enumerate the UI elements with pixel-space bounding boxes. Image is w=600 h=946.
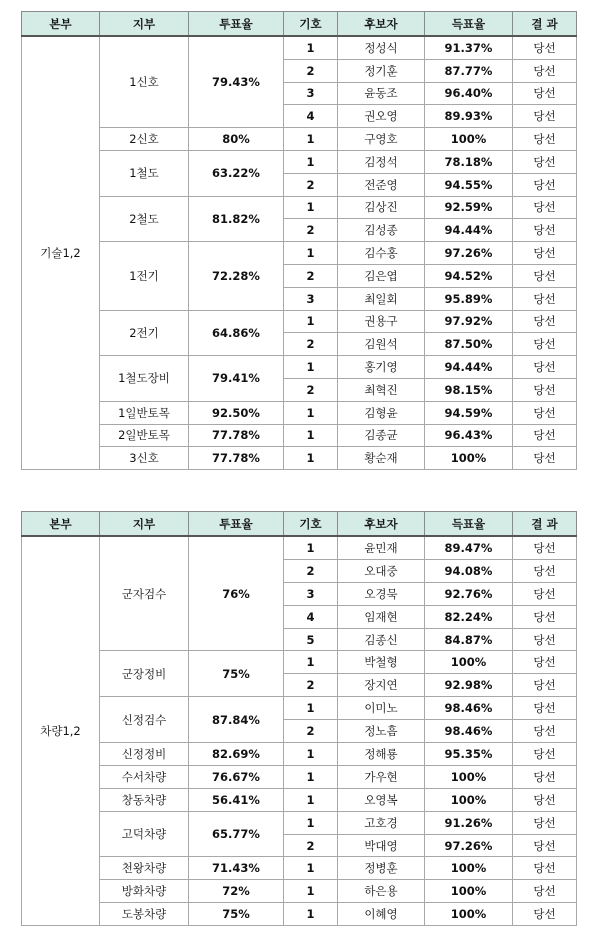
candidate-no-cell: 1 bbox=[284, 424, 338, 447]
table-row bbox=[22, 424, 577, 447]
candidate-no-cell: 1 bbox=[284, 788, 338, 811]
header-jibu: 지부 bbox=[100, 12, 189, 37]
candidate-name-cell: 가우현 bbox=[338, 765, 425, 788]
header-result: 결 과 bbox=[513, 12, 577, 37]
turnout-cell: 72% bbox=[189, 880, 284, 903]
candidate-no-cell: 1 bbox=[284, 811, 338, 834]
turnout-cell: 92.50% bbox=[189, 401, 284, 424]
candidate-name-cell: 정병훈 bbox=[338, 857, 425, 880]
candidate-no-cell: 1 bbox=[284, 310, 338, 333]
result-cell: 당선 bbox=[513, 36, 577, 59]
result-cell: 당선 bbox=[513, 333, 577, 356]
candidate-name-cell: 김상진 bbox=[338, 196, 425, 219]
turnout-cell: 82.69% bbox=[189, 743, 284, 766]
vote-share-cell: 91.37% bbox=[425, 36, 513, 59]
table-row bbox=[22, 196, 577, 219]
result-cell: 당선 bbox=[513, 605, 577, 628]
vote-share-cell: 100% bbox=[425, 447, 513, 470]
result-cell: 당선 bbox=[513, 310, 577, 333]
vote-share-cell: 87.50% bbox=[425, 333, 513, 356]
candidate-name-cell: 권용구 bbox=[338, 310, 425, 333]
vote-share-cell: 100% bbox=[425, 128, 513, 151]
candidate-name-cell: 구영호 bbox=[338, 128, 425, 151]
vote-share-cell: 100% bbox=[425, 765, 513, 788]
vote-share-cell: 92.59% bbox=[425, 196, 513, 219]
candidate-name-cell: 박철형 bbox=[338, 651, 425, 674]
header-turnout: 투표율 bbox=[189, 512, 284, 537]
result-cell: 당선 bbox=[513, 59, 577, 82]
bonbu-cell: 차량1,2 bbox=[22, 536, 100, 926]
jibu-cell: 1전기 bbox=[100, 242, 189, 310]
result-cell: 당선 bbox=[513, 242, 577, 265]
candidate-no-cell: 1 bbox=[284, 356, 338, 379]
candidate-name-cell: 김종신 bbox=[338, 628, 425, 651]
candidate-name-cell: 오대중 bbox=[338, 559, 425, 582]
candidate-no-cell: 2 bbox=[284, 219, 338, 242]
jibu-cell: 2일반토목 bbox=[100, 424, 189, 447]
vote-share-cell: 87.77% bbox=[425, 59, 513, 82]
header-candidate: 후보자 bbox=[338, 512, 425, 537]
header-no: 기호 bbox=[284, 12, 338, 37]
vote-share-cell: 82.24% bbox=[425, 605, 513, 628]
turnout-cell: 75% bbox=[189, 903, 284, 926]
header-vote-share: 득표율 bbox=[425, 512, 513, 537]
candidate-no-cell: 1 bbox=[284, 401, 338, 424]
candidate-no-cell: 1 bbox=[284, 857, 338, 880]
header-result: 결 과 bbox=[513, 512, 577, 537]
vote-share-cell: 97.26% bbox=[425, 242, 513, 265]
table-row bbox=[22, 880, 577, 903]
table-row bbox=[22, 765, 577, 788]
table-row bbox=[22, 857, 577, 880]
candidate-name-cell: 김종균 bbox=[338, 424, 425, 447]
candidate-name-cell: 최일회 bbox=[338, 287, 425, 310]
result-cell: 당선 bbox=[513, 674, 577, 697]
jibu-cell: 군장정비 bbox=[100, 651, 189, 697]
candidate-no-cell: 2 bbox=[284, 559, 338, 582]
candidate-name-cell: 김형윤 bbox=[338, 401, 425, 424]
candidate-name-cell: 장지연 bbox=[338, 674, 425, 697]
candidate-name-cell: 정해룡 bbox=[338, 743, 425, 766]
table-row bbox=[22, 447, 577, 470]
candidate-name-cell: 김은엽 bbox=[338, 264, 425, 287]
table-row bbox=[22, 310, 577, 333]
vote-share-cell: 92.98% bbox=[425, 674, 513, 697]
result-cell: 당선 bbox=[513, 424, 577, 447]
candidate-no-cell: 2 bbox=[284, 264, 338, 287]
turnout-cell: 63.22% bbox=[189, 150, 284, 196]
candidate-name-cell: 정기훈 bbox=[338, 59, 425, 82]
turnout-cell: 80% bbox=[189, 128, 284, 151]
table-row bbox=[22, 811, 577, 834]
vote-share-cell: 91.26% bbox=[425, 811, 513, 834]
table-row bbox=[22, 651, 577, 674]
turnout-cell: 76.67% bbox=[189, 765, 284, 788]
result-cell: 당선 bbox=[513, 628, 577, 651]
election-results-table-1 bbox=[21, 11, 577, 470]
jibu-cell: 3신호 bbox=[100, 447, 189, 470]
result-cell: 당선 bbox=[513, 880, 577, 903]
election-results-table-2 bbox=[21, 511, 577, 926]
turnout-cell: 77.78% bbox=[189, 424, 284, 447]
candidate-name-cell: 정노흠 bbox=[338, 720, 425, 743]
candidate-no-cell: 2 bbox=[284, 333, 338, 356]
turnout-cell: 81.82% bbox=[189, 196, 284, 242]
candidate-no-cell: 1 bbox=[284, 128, 338, 151]
candidate-name-cell: 박대영 bbox=[338, 834, 425, 857]
jibu-cell: 방화차량 bbox=[100, 880, 189, 903]
table-row bbox=[22, 356, 577, 379]
candidate-no-cell: 3 bbox=[284, 287, 338, 310]
vote-share-cell: 94.08% bbox=[425, 559, 513, 582]
jibu-cell: 신정검수 bbox=[100, 697, 189, 743]
jibu-cell: 도봉차량 bbox=[100, 903, 189, 926]
candidate-no-cell: 1 bbox=[284, 765, 338, 788]
vote-share-cell: 98.46% bbox=[425, 720, 513, 743]
jibu-cell: 1철도장비 bbox=[100, 356, 189, 402]
candidate-no-cell: 2 bbox=[284, 720, 338, 743]
candidate-no-cell: 1 bbox=[284, 697, 338, 720]
turnout-cell: 56.41% bbox=[189, 788, 284, 811]
turnout-cell: 64.86% bbox=[189, 310, 284, 356]
candidate-no-cell: 2 bbox=[284, 378, 338, 401]
turnout-cell: 65.77% bbox=[189, 811, 284, 857]
vote-share-cell: 100% bbox=[425, 903, 513, 926]
candidate-no-cell: 4 bbox=[284, 105, 338, 128]
result-cell: 당선 bbox=[513, 287, 577, 310]
vote-share-cell: 84.87% bbox=[425, 628, 513, 651]
vote-share-cell: 94.55% bbox=[425, 173, 513, 196]
candidate-name-cell: 김원석 bbox=[338, 333, 425, 356]
vote-share-cell: 96.40% bbox=[425, 82, 513, 105]
candidate-name-cell: 권오영 bbox=[338, 105, 425, 128]
candidate-no-cell: 4 bbox=[284, 605, 338, 628]
candidate-name-cell: 최혁진 bbox=[338, 378, 425, 401]
result-cell: 당선 bbox=[513, 128, 577, 151]
turnout-cell: 79.41% bbox=[189, 356, 284, 402]
vote-share-cell: 94.44% bbox=[425, 356, 513, 379]
table-row bbox=[22, 401, 577, 424]
vote-share-cell: 96.43% bbox=[425, 424, 513, 447]
table-row bbox=[22, 36, 577, 59]
candidate-no-cell: 1 bbox=[284, 242, 338, 265]
header-turnout: 투표율 bbox=[189, 12, 284, 37]
jibu-cell: 창동차량 bbox=[100, 788, 189, 811]
candidate-no-cell: 2 bbox=[284, 59, 338, 82]
candidate-name-cell: 정성식 bbox=[338, 36, 425, 59]
candidate-name-cell: 홍기영 bbox=[338, 356, 425, 379]
result-cell: 당선 bbox=[513, 788, 577, 811]
result-cell: 당선 bbox=[513, 559, 577, 582]
table-row bbox=[22, 242, 577, 265]
turnout-cell: 72.28% bbox=[189, 242, 284, 310]
vote-share-cell: 94.59% bbox=[425, 401, 513, 424]
candidate-name-cell: 전준영 bbox=[338, 173, 425, 196]
result-cell: 당선 bbox=[513, 150, 577, 173]
header-no: 기호 bbox=[284, 512, 338, 537]
candidate-no-cell: 2 bbox=[284, 834, 338, 857]
candidate-no-cell: 1 bbox=[284, 651, 338, 674]
turnout-cell: 75% bbox=[189, 651, 284, 697]
turnout-cell: 77.78% bbox=[189, 447, 284, 470]
turnout-cell: 79.43% bbox=[189, 36, 284, 128]
table-row bbox=[22, 150, 577, 173]
jibu-cell: 2철도 bbox=[100, 196, 189, 242]
result-cell: 당선 bbox=[513, 811, 577, 834]
result-cell: 당선 bbox=[513, 447, 577, 470]
vote-share-cell: 89.93% bbox=[425, 105, 513, 128]
table-row bbox=[22, 536, 577, 559]
candidate-no-cell: 1 bbox=[284, 903, 338, 926]
candidate-no-cell: 1 bbox=[284, 880, 338, 903]
candidate-name-cell: 이미노 bbox=[338, 697, 425, 720]
result-cell: 당선 bbox=[513, 651, 577, 674]
jibu-cell: 2신호 bbox=[100, 128, 189, 151]
turnout-cell: 71.43% bbox=[189, 857, 284, 880]
candidate-name-cell: 김성종 bbox=[338, 219, 425, 242]
result-cell: 당선 bbox=[513, 857, 577, 880]
candidate-name-cell: 김수홍 bbox=[338, 242, 425, 265]
candidate-name-cell: 윤민재 bbox=[338, 536, 425, 559]
candidate-no-cell: 3 bbox=[284, 582, 338, 605]
candidate-no-cell: 1 bbox=[284, 36, 338, 59]
candidate-no-cell: 1 bbox=[284, 743, 338, 766]
candidate-no-cell: 3 bbox=[284, 82, 338, 105]
result-cell: 당선 bbox=[513, 378, 577, 401]
result-cell: 당선 bbox=[513, 173, 577, 196]
result-cell: 당선 bbox=[513, 536, 577, 559]
candidate-name-cell: 하은용 bbox=[338, 880, 425, 903]
result-cell: 당선 bbox=[513, 720, 577, 743]
vote-share-cell: 92.76% bbox=[425, 582, 513, 605]
candidate-no-cell: 1 bbox=[284, 447, 338, 470]
result-cell: 당선 bbox=[513, 697, 577, 720]
candidate-name-cell: 임재현 bbox=[338, 605, 425, 628]
table-row bbox=[22, 788, 577, 811]
vote-share-cell: 97.92% bbox=[425, 310, 513, 333]
vote-share-cell: 100% bbox=[425, 788, 513, 811]
candidate-name-cell: 황순재 bbox=[338, 447, 425, 470]
jibu-cell: 수서차량 bbox=[100, 765, 189, 788]
result-cell: 당선 bbox=[513, 219, 577, 242]
vote-share-cell: 94.52% bbox=[425, 264, 513, 287]
jibu-cell: 고덕차량 bbox=[100, 811, 189, 857]
vote-share-cell: 100% bbox=[425, 857, 513, 880]
candidate-no-cell: 2 bbox=[284, 674, 338, 697]
candidate-no-cell: 2 bbox=[284, 173, 338, 196]
header-bonbu: 본부 bbox=[22, 12, 100, 37]
vote-share-cell: 100% bbox=[425, 880, 513, 903]
jibu-cell: 군자검수 bbox=[100, 536, 189, 651]
candidate-name-cell: 이혜영 bbox=[338, 903, 425, 926]
result-cell: 당선 bbox=[513, 264, 577, 287]
candidate-no-cell: 1 bbox=[284, 536, 338, 559]
candidate-name-cell: 김정석 bbox=[338, 150, 425, 173]
result-cell: 당선 bbox=[513, 765, 577, 788]
jibu-cell: 신정정비 bbox=[100, 743, 189, 766]
candidate-name-cell: 고호경 bbox=[338, 811, 425, 834]
turnout-cell: 76% bbox=[189, 536, 284, 651]
table-row bbox=[22, 128, 577, 151]
result-cell: 당선 bbox=[513, 743, 577, 766]
table-row bbox=[22, 697, 577, 720]
candidate-name-cell: 윤동조 bbox=[338, 82, 425, 105]
vote-share-cell: 94.44% bbox=[425, 219, 513, 242]
vote-share-cell: 95.89% bbox=[425, 287, 513, 310]
table-row bbox=[22, 743, 577, 766]
result-cell: 당선 bbox=[513, 105, 577, 128]
vote-share-cell: 98.15% bbox=[425, 378, 513, 401]
result-cell: 당선 bbox=[513, 582, 577, 605]
vote-share-cell: 95.35% bbox=[425, 743, 513, 766]
candidate-name-cell: 오영복 bbox=[338, 788, 425, 811]
header-vote-share: 득표율 bbox=[425, 12, 513, 37]
candidate-name-cell: 오경묵 bbox=[338, 582, 425, 605]
candidate-no-cell: 1 bbox=[284, 150, 338, 173]
candidate-no-cell: 5 bbox=[284, 628, 338, 651]
jibu-cell: 1신호 bbox=[100, 36, 189, 128]
vote-share-cell: 98.46% bbox=[425, 697, 513, 720]
turnout-cell: 87.84% bbox=[189, 697, 284, 743]
jibu-cell: 1철도 bbox=[100, 150, 189, 196]
result-cell: 당선 bbox=[513, 82, 577, 105]
vote-share-cell: 97.26% bbox=[425, 834, 513, 857]
header-row bbox=[22, 512, 577, 537]
candidate-no-cell: 1 bbox=[284, 196, 338, 219]
result-cell: 당선 bbox=[513, 834, 577, 857]
jibu-cell: 1일반토목 bbox=[100, 401, 189, 424]
table-row bbox=[22, 903, 577, 926]
result-cell: 당선 bbox=[513, 196, 577, 219]
jibu-cell: 2전기 bbox=[100, 310, 189, 356]
vote-share-cell: 100% bbox=[425, 651, 513, 674]
result-cell: 당선 bbox=[513, 903, 577, 926]
vote-share-cell: 89.47% bbox=[425, 536, 513, 559]
header-bonbu: 본부 bbox=[22, 512, 100, 537]
header-row bbox=[22, 12, 577, 37]
bonbu-cell: 기술1,2 bbox=[22, 36, 100, 470]
vote-share-cell: 78.18% bbox=[425, 150, 513, 173]
header-candidate: 후보자 bbox=[338, 12, 425, 37]
result-cell: 당선 bbox=[513, 356, 577, 379]
header-jibu: 지부 bbox=[100, 512, 189, 537]
jibu-cell: 천왕차량 bbox=[100, 857, 189, 880]
result-cell: 당선 bbox=[513, 401, 577, 424]
